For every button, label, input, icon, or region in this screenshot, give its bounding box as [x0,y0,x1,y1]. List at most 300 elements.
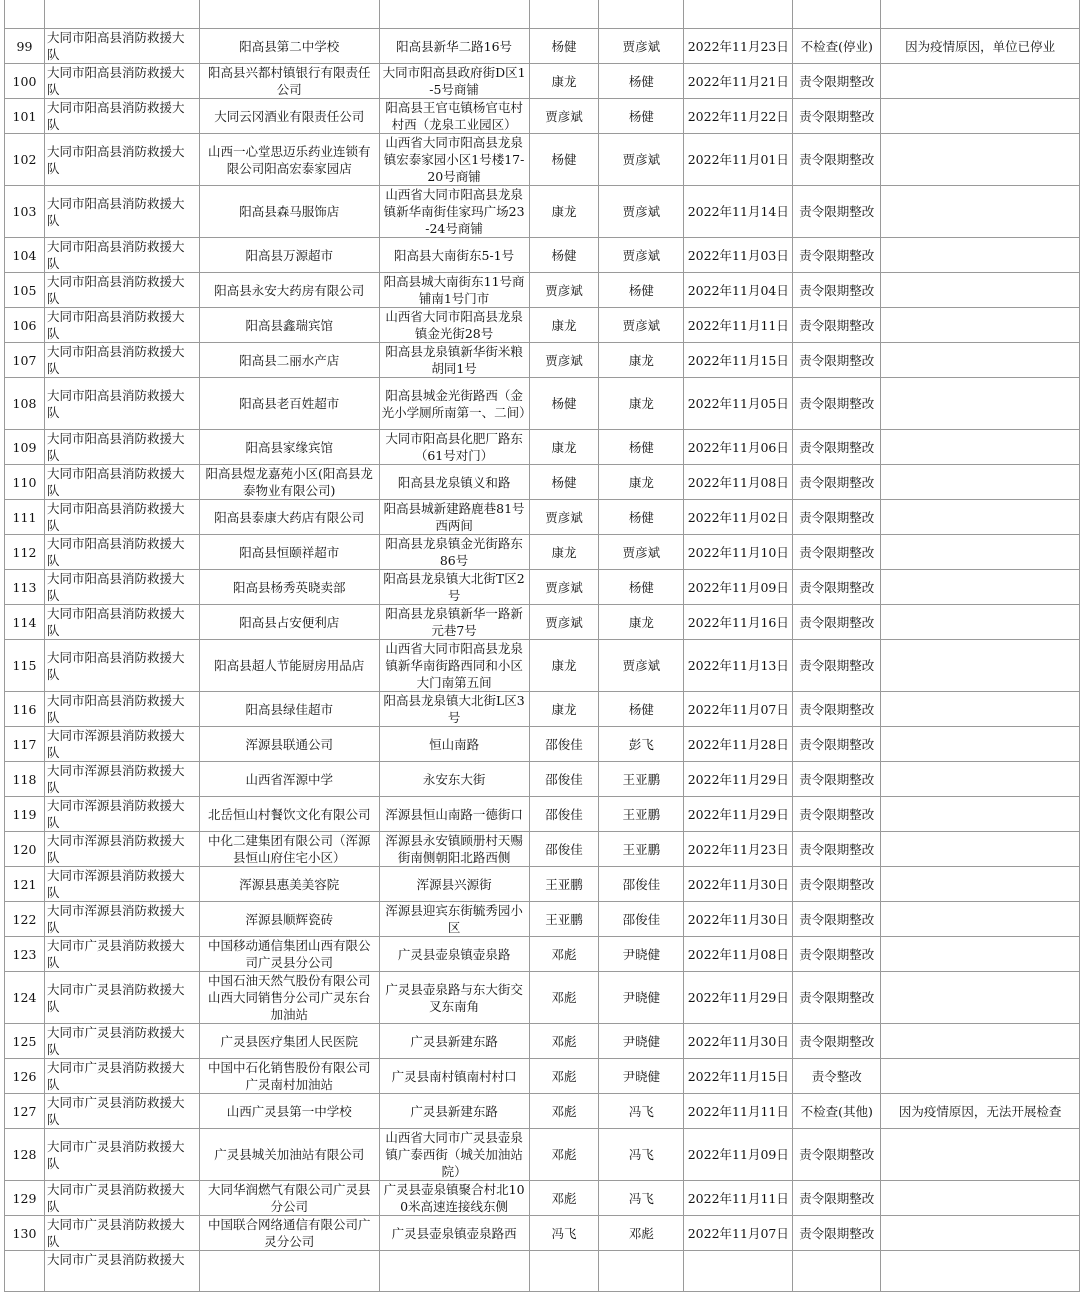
inspector-1-cell: 康龙 [529,640,599,692]
inspector-2-cell: 贾彦斌 [599,29,684,64]
empty-cell [881,1251,1080,1292]
inspection-date-cell: 2022年11月30日 [684,867,793,902]
unit-cell: 大同市广灵县消防救援大队 [44,1129,199,1181]
result-cell: 责令限期整改 [793,605,881,640]
company-name-cell: 大同华润燃气有限公司广灵县分公司 [199,1181,379,1216]
table-row [5,308,1080,343]
empty-cell [199,1251,379,1292]
row-number-cell: 108 [5,378,45,430]
note-cell [881,937,1080,972]
address-cell: 阳高县龙泉镇金光街路东86号 [379,535,529,570]
table-body [5,0,1080,1292]
unit-cell: 大同市广灵县消防救援大队 [44,1094,199,1129]
row-number-cell: 119 [5,797,45,832]
inspector-1-cell: 康龙 [529,430,599,465]
unit-cell: 大同市浑源县消防救援大队 [44,797,199,832]
inspector-1-cell: 贾彦斌 [529,273,599,308]
company-name-cell: 阳高县煜龙嘉苑小区(阳高县龙泰物业有限公司) [199,465,379,500]
table-row [5,343,1080,378]
company-name-cell: 阳高县兴都村镇银行有限责任公司 [199,64,379,99]
inspector-1-cell: 邓彪 [529,972,599,1024]
address-cell: 山西省大同市阳高县龙泉镇宏泰家园小区1号楼17-20号商铺 [379,134,529,186]
inspector-1-cell: 贾彦斌 [529,99,599,134]
inspection-date-cell: 2022年11月13日 [684,640,793,692]
row-number-cell: 102 [5,134,45,186]
inspection-date-cell: 2022年11月09日 [684,1129,793,1181]
inspection-date-cell: 2022年11月23日 [684,832,793,867]
result-cell: 责令限期整改 [793,832,881,867]
result-cell: 责令限期整改 [793,64,881,99]
table-row [5,273,1080,308]
result-cell: 责令限期整改 [793,937,881,972]
unit-cell: 大同市浑源县消防救援大队 [44,867,199,902]
table-row [5,902,1080,937]
note-cell [881,308,1080,343]
note-cell [881,570,1080,605]
note-cell [881,1216,1080,1251]
inspector-1-cell: 王亚鹏 [529,867,599,902]
inspector-2-cell: 邓彪 [599,1216,684,1251]
inspector-2-cell: 尹晓健 [599,972,684,1024]
row-number-cell: 99 [5,29,45,64]
note-cell [881,797,1080,832]
unit-cell: 大同市阳高县消防救援大队 [44,238,199,273]
unit-cell: 大同市阳高县消防救援大队 [44,640,199,692]
table-row [5,1024,1080,1059]
company-name-cell: 阳高县超人节能厨房用品店 [199,640,379,692]
unit-cell: 大同市阳高县消防救援大队 [44,134,199,186]
note-cell [881,867,1080,902]
inspector-1-cell: 邓彪 [529,1129,599,1181]
unit-cell: 大同市阳高县消防救援大队 [44,378,199,430]
address-cell: 永安东大街 [379,762,529,797]
inspector-1-cell: 邵俊佳 [529,727,599,762]
inspection-date-cell: 2022年11月05日 [684,378,793,430]
result-cell: 责令限期整改 [793,692,881,727]
inspection-date-cell: 2022年11月04日 [684,273,793,308]
inspector-1-cell: 冯飞 [529,1216,599,1251]
result-cell: 责令限期整改 [793,1216,881,1251]
inspector-1-cell: 贾彦斌 [529,343,599,378]
company-name-cell: 山西广灵县第一中学校 [199,1094,379,1129]
inspector-2-cell: 贾彦斌 [599,535,684,570]
row-number-cell: 126 [5,1059,45,1094]
result-cell: 责令限期整改 [793,1181,881,1216]
inspector-2-cell: 贾彦斌 [599,308,684,343]
row-number-cell: 118 [5,762,45,797]
result-cell: 不检查(其他) [793,1094,881,1129]
result-cell: 责令限期整改 [793,972,881,1024]
inspector-1-cell: 邵俊佳 [529,797,599,832]
company-name-cell: 中国移动通信集团山西有限公司广灵县分公司 [199,937,379,972]
inspector-2-cell: 康龙 [599,378,684,430]
result-cell: 责令限期整改 [793,308,881,343]
unit-cell: 大同市阳高县消防救援大队 [44,186,199,238]
inspector-1-cell: 邓彪 [529,1094,599,1129]
note-cell [881,99,1080,134]
address-cell: 浑源县迎宾东街毓秀园小区 [379,902,529,937]
company-name-cell: 中国中石化销售股份有限公司广灵南村加油站 [199,1059,379,1094]
row-number-cell: 129 [5,1181,45,1216]
result-cell: 责令限期整改 [793,186,881,238]
address-cell: 大同市阳高县政府街D区1-5号商铺 [379,64,529,99]
unit-cell: 大同市广灵县消防救援大队 [44,1181,199,1216]
inspection-date-cell: 2022年11月11日 [684,1094,793,1129]
inspection-date-cell: 2022年11月11日 [684,308,793,343]
inspection-date-cell: 2022年11月16日 [684,605,793,640]
unit-cell: 大同市广灵县消防救援大队 [44,1024,199,1059]
inspection-date-cell: 2022年11月28日 [684,727,793,762]
row-number-cell: 110 [5,465,45,500]
result-cell: 责令限期整改 [793,343,881,378]
row-number-cell: 124 [5,972,45,1024]
inspector-2-cell: 贾彦斌 [599,134,684,186]
inspection-date-cell: 2022年11月01日 [684,134,793,186]
company-name-cell: 大同云冈酒业有限责任公司 [199,99,379,134]
table-row [5,64,1080,99]
note-cell [881,134,1080,186]
empty-cell [529,1251,599,1292]
table-row [5,378,1080,430]
inspection-date-cell: 2022年11月15日 [684,1059,793,1094]
unit-cell: 大同市阳高县消防救援大队 [44,343,199,378]
inspector-2-cell: 杨健 [599,500,684,535]
unit-cell: 大同市浑源县消防救援大队 [44,832,199,867]
table-row [5,430,1080,465]
row-number-cell: 122 [5,902,45,937]
row-number-cell: 101 [5,99,45,134]
inspection-date-cell: 2022年11月08日 [684,465,793,500]
company-name-cell: 阳高县家缘宾馆 [199,430,379,465]
spreadsheet [4,0,1080,1267]
table-row [5,762,1080,797]
row-number-cell: 114 [5,605,45,640]
result-cell: 责令整改 [793,1059,881,1094]
result-cell: 责令限期整改 [793,535,881,570]
inspection-date-cell: 2022年11月30日 [684,902,793,937]
row-number-cell: 107 [5,343,45,378]
address-cell: 广灵县壶泉镇壶泉路 [379,937,529,972]
address-cell: 浑源县永安镇顾册村天赐街南侧朝阳北路西侧 [379,832,529,867]
table-row [5,535,1080,570]
inspector-1-cell: 贾彦斌 [529,500,599,535]
table-row [5,1129,1080,1181]
company-name-cell: 浑源县联通公司 [199,727,379,762]
note-cell: 因为疫情原因，无法开展检查 [881,1094,1080,1129]
result-cell: 责令限期整改 [793,238,881,273]
result-cell: 不检查(停业) [793,29,881,64]
unit-cell: 大同市浑源县消防救援大队 [44,727,199,762]
inspector-1-cell: 康龙 [529,692,599,727]
unit-cell: 大同市浑源县消防救援大队 [44,762,199,797]
company-name-cell: 阳高县鑫瑞宾馆 [199,308,379,343]
note-cell [881,692,1080,727]
table-row [5,238,1080,273]
table-row [5,972,1080,1024]
table-row [5,1216,1080,1251]
table-row [5,727,1080,762]
inspector-2-cell: 尹晓健 [599,1024,684,1059]
inspector-2-cell: 康龙 [599,465,684,500]
company-name-cell: 浑源县惠美美容院 [199,867,379,902]
row-number-cell: 120 [5,832,45,867]
address-cell: 阳高县龙泉镇义和路 [379,465,529,500]
table-row [5,570,1080,605]
row-number-cell: 127 [5,1094,45,1129]
unit-cell: 大同市阳高县消防救援大队 [44,465,199,500]
company-name-cell: 阳高县杨秀英晓卖部 [199,570,379,605]
company-name-cell: 山西省浑源中学 [199,762,379,797]
empty-cell [379,1251,529,1292]
note-cell [881,378,1080,430]
inspection-date-cell: 2022年11月23日 [684,29,793,64]
unit-cell: 大同市阳高县消防救援大队 [44,500,199,535]
result-cell: 责令限期整改 [793,640,881,692]
inspector-2-cell: 贾彦斌 [599,640,684,692]
table-row-partial-bottom [5,1251,1080,1292]
table-row [5,605,1080,640]
address-cell: 山西省大同市广灵县壶泉镇广泰西街（城关加油站院） [379,1129,529,1181]
address-cell: 阳高县城金光街路西（金光小学厕所南第一、二间） [379,378,529,430]
inspection-date-cell: 2022年11月03日 [684,238,793,273]
company-name-cell: 阳高县绿佳超市 [199,692,379,727]
row-number-cell: 125 [5,1024,45,1059]
row-number-cell: 111 [5,500,45,535]
company-name-cell: 中国联合网络通信有限公司广灵分公司 [199,1216,379,1251]
unit-cell: 大同市阳高县消防救援大队 [44,29,199,64]
note-cell [881,1024,1080,1059]
inspector-2-cell: 康龙 [599,343,684,378]
inspector-2-cell: 杨健 [599,273,684,308]
row-number-cell: 106 [5,308,45,343]
inspection-date-cell: 2022年11月30日 [684,1024,793,1059]
note-cell [881,762,1080,797]
inspection-date-cell: 2022年11月14日 [684,186,793,238]
inspector-2-cell: 杨健 [599,430,684,465]
inspection-date-cell: 2022年11月29日 [684,762,793,797]
unit-cell: 大同市广灵县消防救援大队 [44,1216,199,1251]
row-number-cell: 109 [5,430,45,465]
table-row [5,465,1080,500]
inspector-2-cell: 冯飞 [599,1094,684,1129]
unit-cell: 大同市阳高县消防救援大队 [44,535,199,570]
company-name-cell: 中化二建集团有限公司（浑源县恒山府住宅小区） [199,832,379,867]
note-cell [881,535,1080,570]
result-cell: 责令限期整改 [793,570,881,605]
unit-cell: 大同市阳高县消防救援大队 [44,308,199,343]
address-cell: 浑源县恒山南路一德街口 [379,797,529,832]
inspector-1-cell: 杨健 [529,238,599,273]
company-name-cell: 阳高县第二中学校 [199,29,379,64]
row-number-cell: 116 [5,692,45,727]
inspector-1-cell: 邓彪 [529,1024,599,1059]
unit-cell: 大同市阳高县消防救援大队 [44,64,199,99]
inspector-2-cell: 杨健 [599,64,684,99]
note-cell [881,972,1080,1024]
table-row [5,937,1080,972]
result-cell: 责令限期整改 [793,867,881,902]
address-cell: 广灵县南村镇南村村口 [379,1059,529,1094]
inspection-date-cell: 2022年11月22日 [684,99,793,134]
result-cell: 责令限期整改 [793,430,881,465]
inspector-1-cell: 王亚鹏 [529,902,599,937]
inspector-2-cell: 尹晓健 [599,1059,684,1094]
address-cell: 恒山南路 [379,727,529,762]
result-cell: 责令限期整改 [793,1129,881,1181]
company-name-cell: 阳高县二丽水产店 [199,343,379,378]
note-cell [881,186,1080,238]
note-cell [881,1181,1080,1216]
address-cell: 大同市阳高县化肥厂路东（61号对门） [379,430,529,465]
row-number-cell: 130 [5,1216,45,1251]
result-cell: 责令限期整改 [793,1024,881,1059]
note-cell [881,343,1080,378]
inspector-2-cell: 冯飞 [599,1129,684,1181]
inspector-2-cell: 杨健 [599,692,684,727]
result-cell: 责令限期整改 [793,99,881,134]
company-name-cell: 阳高县泰康大药店有限公司 [199,500,379,535]
inspector-1-cell: 邓彪 [529,1059,599,1094]
company-name-cell: 阳高县老百姓超市 [199,378,379,430]
note-cell [881,832,1080,867]
table-row [5,867,1080,902]
table-row [5,1181,1080,1216]
inspector-2-cell: 冯飞 [599,1181,684,1216]
inspector-2-cell: 彭飞 [599,727,684,762]
inspection-date-cell: 2022年11月06日 [684,430,793,465]
row-number-cell: 103 [5,186,45,238]
table-row [5,99,1080,134]
inspector-1-cell: 贾彦斌 [529,605,599,640]
note-cell [881,238,1080,273]
note-cell [881,465,1080,500]
inspector-1-cell: 杨健 [529,29,599,64]
inspector-2-cell: 邵俊佳 [599,902,684,937]
company-name-cell: 浑源县顺辉瓷砖 [199,902,379,937]
row-number-cell: 100 [5,64,45,99]
address-cell: 山西省大同市阳高县龙泉镇新华南街佳家玛广场23-24号商铺 [379,186,529,238]
inspector-1-cell: 康龙 [529,308,599,343]
inspection-date-cell: 2022年11月11日 [684,1181,793,1216]
empty-cell [684,1251,793,1292]
address-cell: 阳高县城大南街东11号商铺南1号门市 [379,273,529,308]
address-cell: 阳高县龙泉镇大北街L区3号 [379,692,529,727]
unit-cell: 大同市阳高县消防救援大队 [44,570,199,605]
address-cell: 阳高县龙泉镇新华一路新元巷7号 [379,605,529,640]
company-name-cell: 阳高县恒颐祥超市 [199,535,379,570]
inspection-date-cell: 2022年11月10日 [684,535,793,570]
inspector-1-cell: 康龙 [529,64,599,99]
inspection-date-cell: 2022年11月07日 [684,692,793,727]
inspector-1-cell: 康龙 [529,535,599,570]
row-number-cell: 113 [5,570,45,605]
address-cell: 阳高县龙泉镇新华街米粮胡同1号 [379,343,529,378]
inspector-2-cell: 王亚鹏 [599,762,684,797]
row-number-cell: 112 [5,535,45,570]
result-cell: 责令限期整改 [793,378,881,430]
table-row [5,1094,1080,1129]
note-cell [881,64,1080,99]
row-number-cell: 123 [5,937,45,972]
inspector-1-cell: 杨健 [529,134,599,186]
inspection-date-cell: 2022年11月07日 [684,1216,793,1251]
unit-cell: 大同市广灵县消防救援大队 [44,937,199,972]
address-cell: 广灵县新建东路 [379,1024,529,1059]
empty-cell [599,1251,684,1292]
note-cell [881,902,1080,937]
result-cell: 责令限期整改 [793,762,881,797]
table-row [5,692,1080,727]
address-cell: 山西省大同市阳高县龙泉镇金光街28号 [379,308,529,343]
inspector-2-cell: 杨健 [599,99,684,134]
company-name-cell: 北岳恒山村餐饮文化有限公司 [199,797,379,832]
inspector-1-cell: 邵俊佳 [529,832,599,867]
company-name-cell: 阳高县万源超市 [199,238,379,273]
table-row [5,797,1080,832]
table-row-partial-top [5,0,1080,29]
company-name-cell: 广灵县医疗集团人民医院 [199,1024,379,1059]
inspection-date-cell: 2022年11月02日 [684,500,793,535]
row-number-cell: 117 [5,727,45,762]
address-cell: 广灵县新建东路 [379,1094,529,1129]
address-cell: 阳高县王官屯镇杨官屯村村西（龙泉工业园区） [379,99,529,134]
inspector-1-cell: 杨健 [529,378,599,430]
address-cell: 阳高县新华二路16号 [379,29,529,64]
row-number-cell: 121 [5,867,45,902]
result-cell: 责令限期整改 [793,465,881,500]
result-cell: 责令限期整改 [793,797,881,832]
address-cell: 广灵县壶泉镇壶泉路西 [379,1216,529,1251]
note-cell: 因为疫情原因，单位已停业 [881,29,1080,64]
table-row [5,29,1080,64]
note-cell [881,273,1080,308]
table-row [5,134,1080,186]
address-cell: 阳高县龙泉镇大北街T区2号 [379,570,529,605]
inspector-2-cell: 杨健 [599,570,684,605]
inspection-date-cell: 2022年11月08日 [684,937,793,972]
row-number-cell: 105 [5,273,45,308]
note-cell [881,500,1080,535]
result-cell: 责令限期整改 [793,273,881,308]
inspector-2-cell: 邵俊佳 [599,867,684,902]
inspector-2-cell: 王亚鹏 [599,797,684,832]
inspector-1-cell: 杨健 [529,465,599,500]
note-cell [881,727,1080,762]
unit-cell: 大同市广灵县消防救援大 [44,1251,199,1292]
table-row [5,186,1080,238]
address-cell: 广灵县壶泉路与东大街交叉东南角 [379,972,529,1024]
unit-cell: 大同市浑源县消防救援大队 [44,902,199,937]
table-row [5,640,1080,692]
unit-cell: 大同市广灵县消防救援大队 [44,1059,199,1094]
unit-cell: 大同市广灵县消防救援大队 [44,972,199,1024]
company-name-cell: 阳高县占安便利店 [199,605,379,640]
note-cell [881,1059,1080,1094]
inspector-2-cell: 贾彦斌 [599,238,684,273]
result-cell: 责令限期整改 [793,902,881,937]
result-cell: 责令限期整改 [793,134,881,186]
unit-cell: 大同市阳高县消防救援大队 [44,273,199,308]
unit-cell: 大同市阳高县消防救援大队 [44,605,199,640]
result-cell: 责令限期整改 [793,500,881,535]
inspection-date-cell: 2022年11月15日 [684,343,793,378]
inspector-1-cell: 康龙 [529,186,599,238]
inspection-date-cell: 2022年11月29日 [684,972,793,1024]
unit-cell: 大同市阳高县消防救援大队 [44,99,199,134]
address-cell: 浑源县兴源街 [379,867,529,902]
inspector-1-cell: 贾彦斌 [529,570,599,605]
empty-cell [793,1251,881,1292]
